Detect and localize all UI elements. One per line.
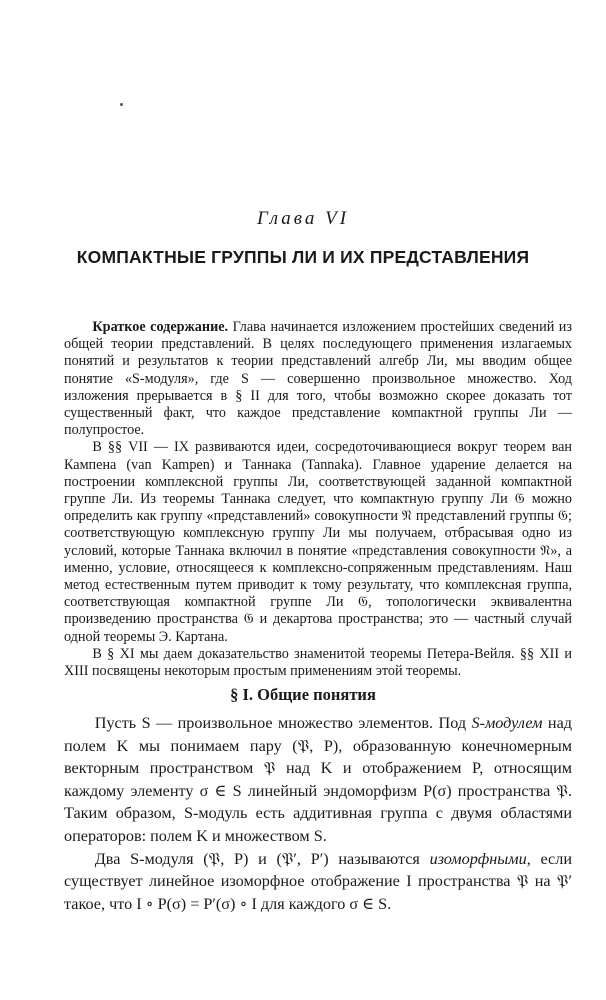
section-body xyxy=(64,712,572,915)
term-s-module: S-модулем xyxy=(471,714,543,732)
section-title: § I. Общие понятия xyxy=(230,685,376,704)
summary-text-1: Глава начинается изложением простейших сведений из общей теории представлений. В целях последующего применения излагаемых понятий и результатов к теории представлений алгебр Ли, мы вводим общее понятие «S-модуля», где S — совершенно произвольное множество. Ход изложения прерывается в § II для того, чтобы возможно скорее доказать тот существенный факт, что каждое представление компактной группы Ли — полупростое. xyxy=(64,319,572,439)
term-isomorphic: изоморфными xyxy=(429,849,527,868)
chapter-label: Глава VI xyxy=(256,208,350,229)
body-paragraph-2 xyxy=(64,848,572,916)
body-text-2a: Два S-модуля (𝔓, P) и (𝔓′, P′) называются xyxy=(94,849,430,868)
chapter-title: КОМПАКТНЫЕ ГРУППЫ ЛИ И ИХ ПРЕДСТАВЛЕНИЯ xyxy=(76,247,530,267)
print-speck xyxy=(120,103,123,106)
chapter-summary xyxy=(64,319,572,680)
body-text-1b: над полем K мы понимаем пару (𝔓, P), образованную конечномерным векторным пространством 𝔓 над K и отображением P, относящим каждому элементу σ ∈ S линейный эндоморфизм P(σ) пространства 𝔓. Таким образом, S-модуль есть аддитивная группа с двумя областями операторов: полем K и множеством S. xyxy=(64,714,572,845)
summary-paragraph-1 xyxy=(64,319,572,439)
summary-paragraph-3: В § XI мы даем доказательство знаменитой теоремы Петера-Вейля. §§ XII и XIII посвящены некоторым простым применениям этой теоремы. xyxy=(64,645,572,680)
body-text-1a: Пусть S — произвольное множество элементов. Под xyxy=(94,714,472,732)
body-paragraph-1 xyxy=(64,712,572,848)
summary-lead: Краткое содержание. xyxy=(92,319,229,335)
body-text-2b: , если существует линейное изоморфное отображение I пространства 𝔓 на 𝔓′ такое, что I ∘ P(σ) = P′(σ) ∘ I для каждого σ ∈ S. xyxy=(64,849,572,913)
summary-paragraph-2: В §§ VII — IX развиваются идеи, сосредоточивающиеся вокруг теорем ван Кампена (van Kampen) и Таннака (Tannaka). Главное ударение делается на построении комплексной группы Ли, соответствующей заданной компактной группе Ли. Из теоремы Таннака следует, что компактную группу Ли 𝔊 можно определить как группу «представлений» совокупности 𝔑 представлений группы 𝔊; соответствующую комплексную группу Ли мы получаем, отбрасывая одно из условий, которые Таннака включил в понятие «представления совокупности 𝔑», а именно, условие, относящееся к комплексно-сопряженным представлениям. Наш метод естественным путем приводит к тому результату, что комплексная группа, соответствующая компактной группе Ли 𝔊, топологически эквивалентна произведению пространства 𝔊 и декартова пространства; это — частный случай одной теоремы Э. Картана. xyxy=(64,439,572,645)
